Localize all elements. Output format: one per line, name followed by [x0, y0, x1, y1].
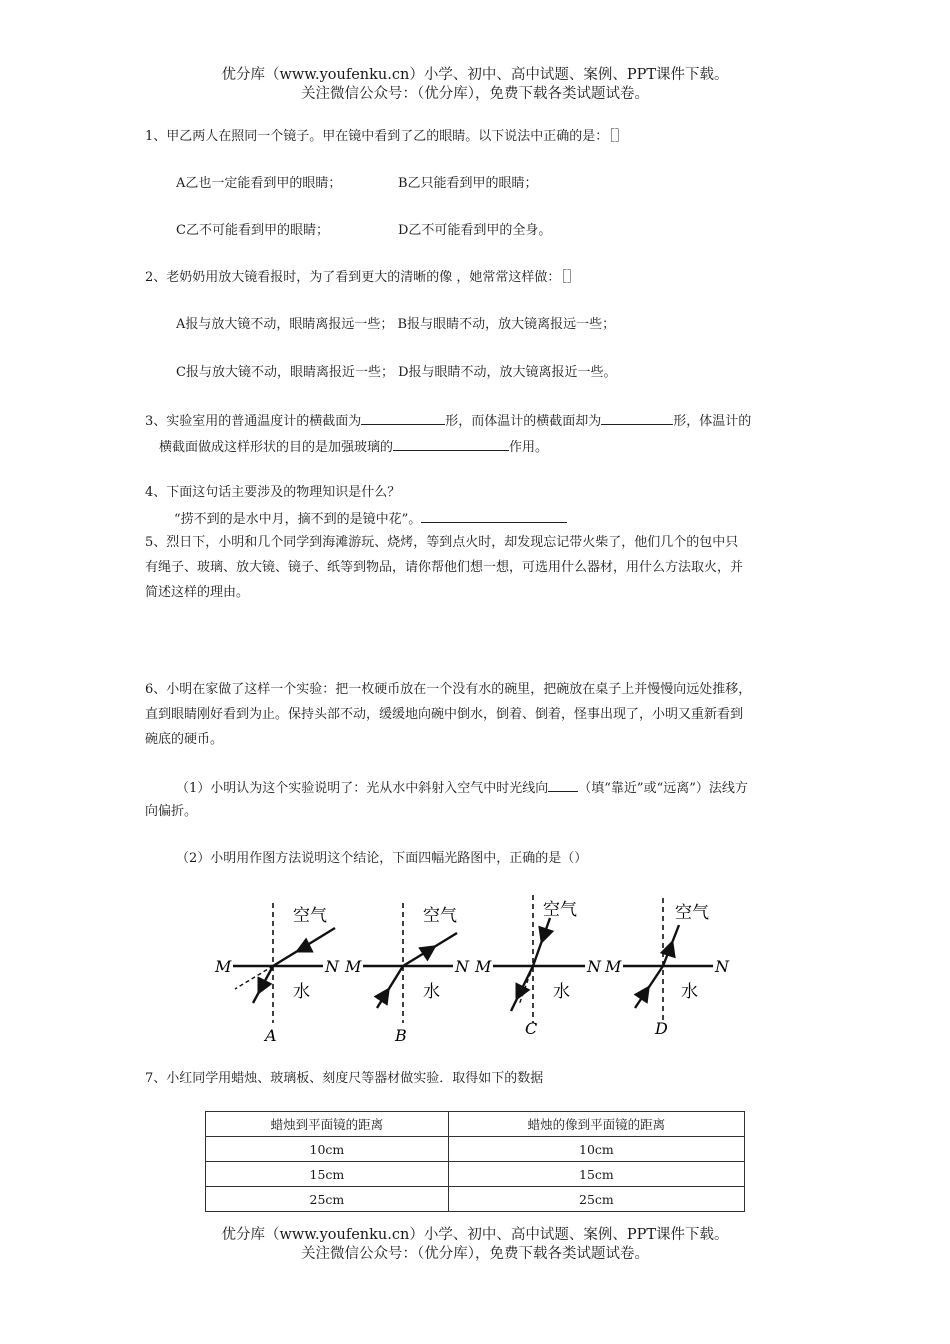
q7-stem: 7、小红同学用蜡烛、玻璃板、刻度尺等器材做实验．取得如下的数据: [145, 1071, 544, 1086]
page-header: [0, 66, 950, 104]
q4-quote: “捞不到的是水中月，摘不到的是镜中花”。: [174, 512, 422, 527]
table-cell: 15cm: [206, 1162, 449, 1187]
diagram-b-incident-arrow: [386, 990, 388, 993]
diagram-d-letter: D: [655, 1019, 668, 1038]
diagram-d-air-label: 空气: [675, 903, 709, 923]
q6-sub2: （2）小明用作图方法说明这个结论，下面四幅光路图中，正确的是（）: [176, 851, 588, 866]
diagram-c-refracted-ray: [511, 966, 533, 1011]
q6-line-1: 6、小明在家做了这样一个实验：把一枚硬币放在一个没有水的碗里，把碗放在桌子上并慢慢向远处推移，: [145, 682, 752, 697]
diagram-d-water-label: 水: [681, 982, 698, 1002]
diagram-b-n-label: N: [455, 957, 469, 976]
diagram-c-incident-arrow: [542, 938, 543, 941]
diagram-c-incident-ray: [533, 918, 550, 966]
q3-line-1: [145, 411, 751, 431]
diagram-b-m-label: M: [345, 957, 362, 976]
q3-blank-1: [361, 411, 445, 425]
q5-line-2: 有绳子、玻璃、放大镜、镜子、纸等到物品，请你帮他们想一想，可选用什么器材，用什么方法取火，并: [145, 560, 744, 575]
table-cell: 15cm: [448, 1162, 744, 1187]
table-header-cell: 蜡烛到平面镜的距离: [206, 1112, 449, 1137]
diagram-c-air-label: 空气: [543, 900, 577, 920]
table-header-cell: 蜡烛的像到平面镜的距离: [448, 1112, 744, 1137]
q6-sub1-line-1: [176, 778, 748, 798]
diagram-b-refracted-ray: [403, 933, 457, 966]
diagram-c-letter: C: [525, 1019, 538, 1038]
diagram-d-m-label: M: [605, 957, 622, 976]
q2-stem: 2、老奶奶用放大镜看报时，为了看到更大的清晰的像 ，她常常这样做：［］: [145, 270, 580, 285]
q1-option-c: C乙不可能看到甲的眼睛；: [176, 223, 329, 238]
diagram-a: [214, 903, 340, 1045]
q3-line-2: [159, 437, 548, 457]
diagram-b-letter: B: [395, 1026, 407, 1045]
q6-sub1-text-1: （1）小明认为这个实验说明了：光从水中斜射入空气中时光线向: [176, 781, 549, 796]
diagram-a-air-label: 空气: [293, 906, 327, 926]
diagram-d: [604, 898, 730, 1038]
header-line-2: 关注微信公众号：（优分库），免费下载各类试题试卷。: [301, 86, 649, 102]
q1-option-a: A乙也一定能看到甲的眼睛；: [176, 176, 342, 191]
diagram-a-m-label: M: [215, 957, 232, 976]
q4-blank: [421, 509, 567, 523]
q5-line-3: 简述这样的理由。: [145, 585, 250, 600]
table-cell: 10cm: [206, 1137, 449, 1162]
page-footer: [0, 1226, 950, 1264]
q6-sub1-blank: [548, 778, 578, 792]
q3-blank-2: [601, 411, 673, 425]
diagram-c-m-label: M: [475, 957, 492, 976]
diagram-c: [474, 895, 602, 1038]
header-line-1: 优分库（www.youfenku.cn）小学、初中、高中试题、案例、PPT课件下载。: [221, 67, 729, 83]
diagram-a-refracted-ray: [253, 966, 273, 1003]
diagram-d-refracted-arrow: [671, 943, 672, 946]
q1-option-b: B乙只能看到甲的眼睛；: [398, 176, 538, 191]
diagram-a-water-label: 水: [293, 982, 310, 1002]
q4-quote-line: [174, 509, 567, 529]
q6-sub1-line-2: 向偏折。: [145, 804, 198, 819]
diagram-c-n-label: N: [587, 957, 601, 976]
q5-line-1: 5、烈日下，小明和几个同学到海滩游玩、烧烤，等到点火时，却发现忘记带火柴了，他们几个的包中只: [145, 535, 739, 550]
q6-line-2: 直到眼睛刚好看到为止。保持头部不动，缓缓地向碗中倒水，倒着、倒着，怪事出现了，小明又重新看到: [145, 707, 744, 722]
table-row: [206, 1137, 745, 1162]
q3-text-4: 横截面做成这样形状的目的是加强玻璃的: [159, 440, 394, 455]
diagram-a-letter: A: [265, 1026, 277, 1045]
diagram-d-incident-arrow: [646, 988, 648, 991]
q6-line-3: 碗底的硬币。: [145, 732, 224, 747]
table-cell: 10cm: [448, 1137, 744, 1162]
q1-stem: 1、甲乙两人在照同一个镜子。甲在镜中看到了乙的眼睛。以下说法中正确的是：［］: [145, 129, 628, 144]
q3-text-3: 形，体温计的: [673, 414, 752, 429]
mirror-data-table: [205, 1111, 745, 1212]
diagram-b-air-label: 空气: [423, 906, 457, 926]
table-cell: 25cm: [448, 1187, 744, 1212]
q2-options-cd: C报与放大镜不动，眼睛离报近一些； D报与眼睛不动，放大镜离报近一些。: [176, 365, 617, 380]
q3-blank-3: [393, 437, 509, 451]
diagram-d-incident-ray: [635, 966, 663, 1008]
footer-line-2: 关注微信公众号：（优分库），免费下载各类试题试卷。: [301, 1246, 649, 1262]
diagram-b-refracted-arrow: [431, 947, 434, 949]
q1-option-d: D乙不可能看到甲的全身。: [398, 223, 552, 238]
table-row: [206, 1162, 745, 1187]
light-path-diagrams: [205, 893, 745, 1045]
diagram-a-n-label: N: [325, 957, 339, 976]
q3-text-2: 形，而体温计的横截面却为: [445, 414, 602, 429]
diagram-a-refracted-arrow: [259, 988, 261, 992]
q2-options-ab: A报与放大镜不动，眼睛离报远一些； B报与眼睛不动，放大镜离报远一些；: [176, 317, 616, 332]
diagram-b: [344, 903, 470, 1045]
q4-stem: 4、下面这句话主要涉及的物理知识是什么？: [145, 485, 401, 500]
diagram-d-n-label: N: [715, 957, 729, 976]
table-row: [206, 1187, 745, 1212]
diagram-b-incident-ray: [377, 966, 403, 1008]
footer-line-1: 优分库（www.youfenku.cn）小学、初中、高中试题、案例、PPT课件下载。: [221, 1227, 729, 1243]
diagram-b-water-label: 水: [423, 982, 440, 1002]
diagram-c-water-label: 水: [553, 982, 570, 1002]
q3-text-1: 3、实验室用的普通温度计的横截面为: [145, 414, 362, 429]
q6-sub1-text-2: （填“靠近”或“远离”）法线方: [578, 781, 748, 796]
table-cell: 25cm: [206, 1187, 449, 1212]
q3-text-5: 作用。: [509, 440, 549, 455]
table-header-row: [206, 1112, 745, 1137]
diagram-a-incident-arrow: [298, 950, 300, 951]
